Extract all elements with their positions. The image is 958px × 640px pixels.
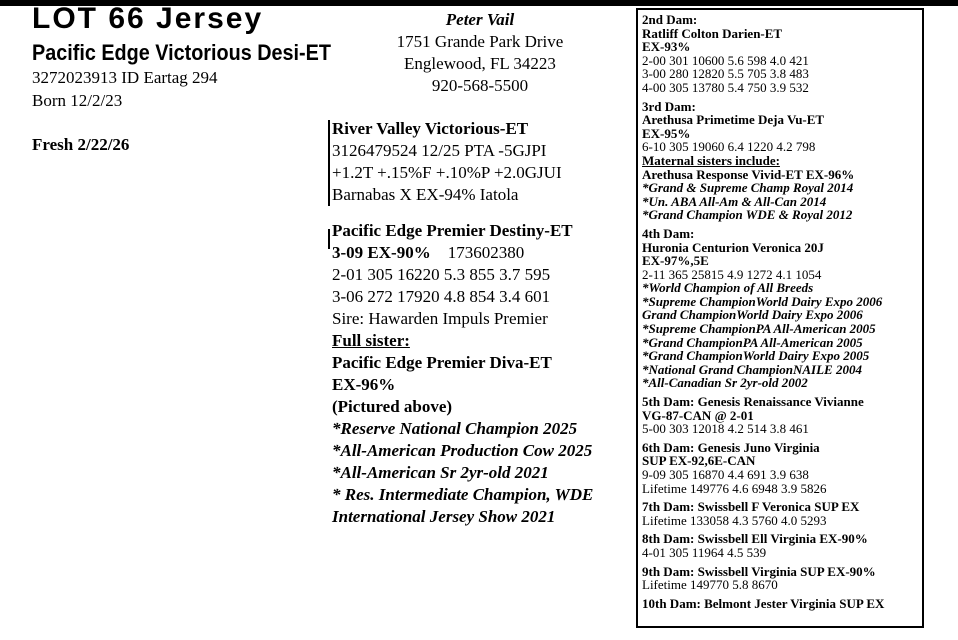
third-dam-heading: 3rd Dam:: [642, 98, 696, 114]
second-dam-heading: 2nd Dam:: [642, 12, 698, 27]
dam-name: Pacific Edge Premier Destiny-ET: [332, 221, 573, 240]
maternal-line-box: [636, 8, 924, 628]
dam-record: 2-01 305 16220 5.3 855 3.7 595: [332, 265, 551, 284]
ninth-dam-record: Lifetime 149770 5.8 8670: [642, 577, 778, 593]
third-dam-record: 6-10 305 19060 6.4 1220 4.2 798: [642, 139, 816, 155]
born-date: Born 12/2/23: [32, 91, 123, 110]
dam-divider: [328, 229, 330, 249]
owner-city: Englewood, FL 34223: [404, 54, 556, 73]
sixth-dam-record: 9-09 305 16870 4.4 691 3.9 638: [642, 467, 809, 482]
fifth-dam-record: 5-00 303 12018 4.2 514 3.8 461: [642, 421, 809, 437]
second-dam-name: Ratliff Colton Darien-ET: [642, 25, 783, 41]
maternal-sister-honor: *Un. ABA All-Am & All-Can 2014: [642, 193, 827, 209]
fourth-dam-honor: Grand ChampionWorld Dairy Expo 2006: [642, 307, 863, 323]
sister-honor: International Jersey Show 2021: [332, 507, 556, 526]
dam-classification-line: [332, 242, 593, 264]
animal-name: Pacific Edge Victorious Desi-ET: [32, 40, 331, 65]
sixth-dam-record: Lifetime 149776 4.6 6948 3.9 5826: [642, 480, 827, 496]
pedigree-block: [332, 118, 593, 528]
sister-honor: *All-American Production Cow 2025: [332, 441, 593, 460]
registration-line: 3272023913 ID Eartag 294: [32, 68, 218, 87]
sire-line: Barnabas X EX-94% Iatola: [332, 185, 519, 204]
fourth-dam-honor: *Supreme ChampionPA All-American 2005: [642, 321, 876, 337]
fourth-dam-honor: *National Grand ChampionNAILE 2004: [642, 361, 862, 377]
dam-classification: 3-09 EX-90%: [332, 243, 431, 262]
sixth-dam-heading: 6th Dam: Genesis Juno Virginia: [642, 439, 820, 455]
maternal-sister-honor: *Grand Champion WDE & Royal 2012: [642, 207, 853, 223]
full-sister-label: Full sister:: [332, 331, 410, 350]
fifth-dam-heading: 5th Dam: Genesis Renaissance Vivianne: [642, 394, 864, 410]
sire-divider: [328, 120, 330, 206]
second-dam-record: 3-00 280 12820 5.5 705 3.8 483: [642, 66, 809, 82]
seventh-dam-record: Lifetime 133058 4.3 5760 4.0 5293: [642, 512, 827, 528]
fourth-dam-heading: 4th Dam:: [642, 225, 695, 241]
sister-classification: EX-96%: [332, 375, 396, 394]
third-dam-class: EX-95%: [642, 125, 691, 141]
owner-block: [380, 9, 580, 97]
fourth-dam-honor: *Grand ChampionWorld Dairy Expo 2005: [642, 348, 870, 364]
fourth-dam-honor: *Grand ChampionPA All-American 2005: [642, 334, 863, 350]
fourth-dam-record: 2-11 365 25815 4.9 1272 4.1 1054: [642, 266, 822, 282]
owner-name: Peter Vail: [445, 10, 515, 29]
sister-name: Pacific Edge Premier Diva-ET: [332, 353, 552, 372]
maternal-sister-name: Arethusa Response Vivid-ET EX-96%: [642, 166, 855, 182]
tenth-dam-heading: 10th Dam: Belmont Jester Virginia SUP EX: [642, 595, 885, 611]
ninth-dam-heading: 9th Dam: Swissbell Virginia SUP EX-90%: [642, 563, 876, 579]
eighth-dam-record: 4-01 305 11964 4.5 539: [642, 544, 767, 560]
dam-sire: Sire: Hawarden Impuls Premier: [332, 309, 548, 328]
seventh-dam-heading: 7th Dam: Swissbell F Veronica SUP EX: [642, 499, 860, 515]
sister-honor: *All-American Sr 2yr-old 2021: [332, 463, 549, 482]
owner-street: 1751 Grande Park Drive: [396, 32, 564, 51]
fourth-dam-honor: *Supreme ChampionWorld Dairy Expo 2006: [642, 293, 883, 309]
pictured-note: (Pictured above): [332, 397, 453, 416]
dam-record: 3-06 272 17920 4.8 854 3.4 601: [332, 287, 551, 306]
second-dam-record: 2-00 301 10600 5.6 598 4.0 421: [642, 52, 809, 68]
sire-line: +1.2T +.15%F +.10%P +2.0GJUI: [332, 163, 562, 182]
fourth-dam-name: Huronia Centurion Veronica 20J: [642, 239, 824, 255]
eighth-dam-heading: 8th Dam: Swissbell Ell Virginia EX-90%: [642, 531, 868, 547]
fifth-dam-class: VG-87-CAN @ 2-01: [642, 407, 754, 423]
sister-honor: *Reserve National Champion 2025: [332, 419, 578, 438]
sire-line: 3126479524 12/25 PTA -5GJPI: [332, 141, 547, 160]
dam-registration: 173602380: [447, 243, 525, 262]
sire-name: River Valley Victorious-ET: [332, 119, 529, 138]
sister-honor: * Res. Intermediate Champion, WDE: [332, 485, 594, 504]
fresh-date: Fresh 2/22/26: [32, 135, 130, 154]
owner-phone: 920-568-5500: [431, 76, 529, 95]
sixth-dam-class: SUP EX-92,6E-CAN: [642, 453, 756, 469]
fourth-dam-honor: *All-Canadian Sr 2yr-old 2002: [642, 375, 808, 391]
maternal-sister-honor: *Grand & Supreme Champ Royal 2014: [642, 180, 854, 196]
fourth-dam-class: EX-97%,5E: [642, 253, 709, 269]
fourth-dam-honor: *World Champion of All Breeds: [642, 280, 814, 296]
lot-title: LOT 66 Jersey: [32, 2, 264, 35]
maternal-sisters-label: Maternal sisters include:: [642, 152, 780, 168]
second-dam-class: EX-93%: [642, 39, 691, 55]
third-dam-name: Arethusa Primetime Deja Vu-ET: [642, 112, 825, 128]
second-dam-record: 4-00 305 13780 5.4 750 3.9 532: [642, 79, 809, 95]
